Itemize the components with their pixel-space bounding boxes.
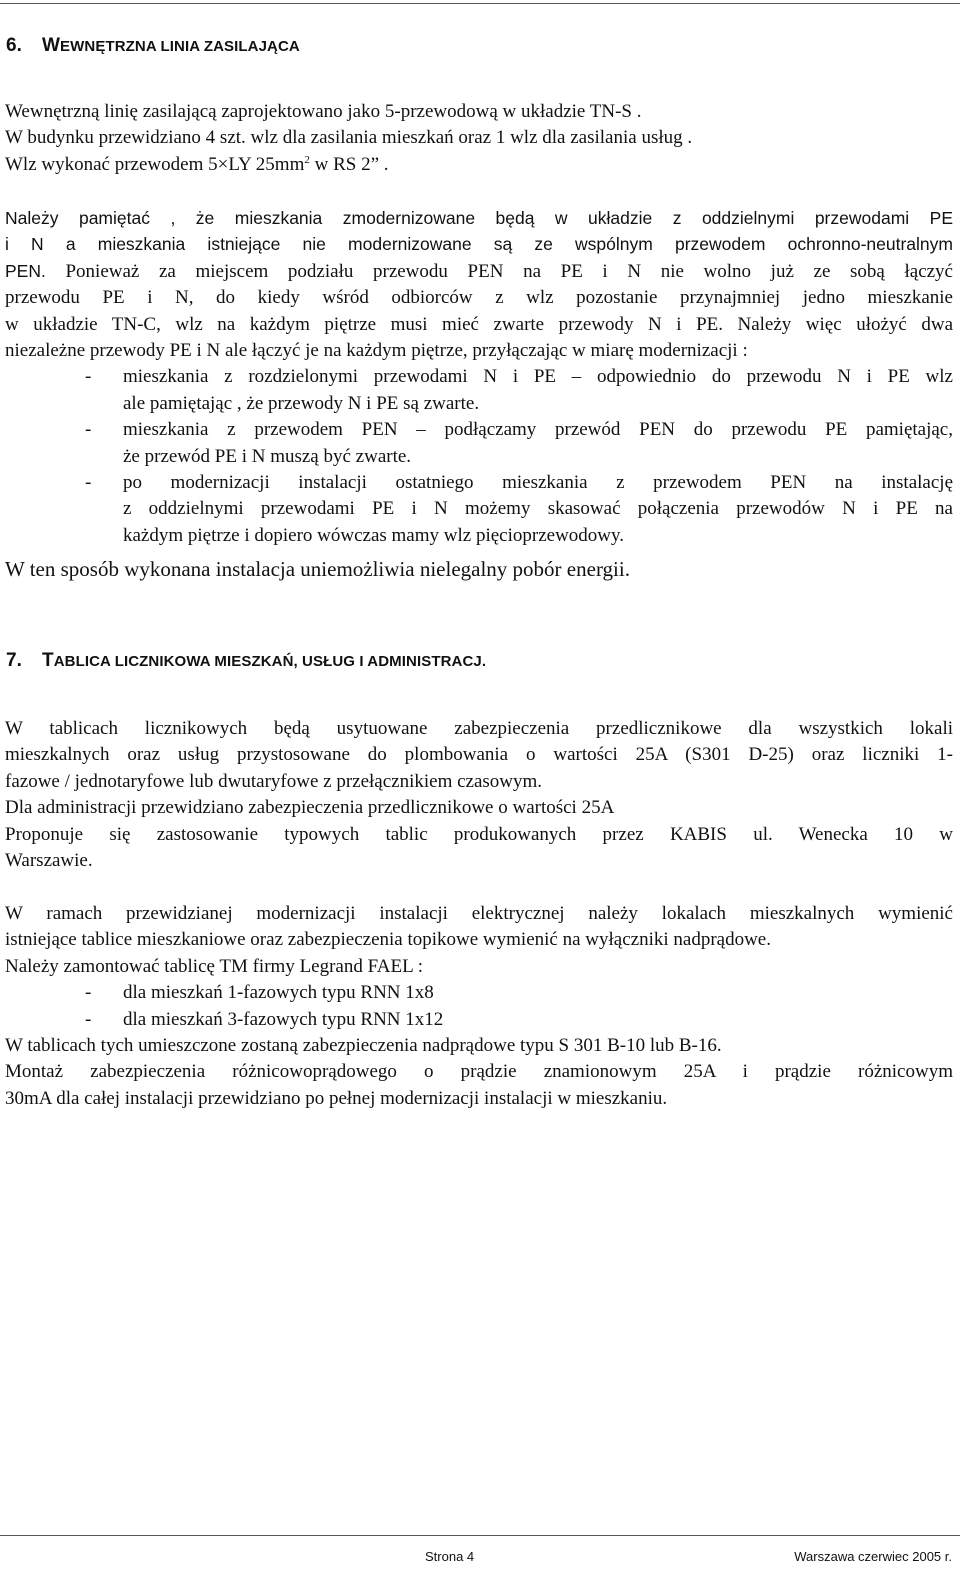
text-line: i N a mieszkania istniejące nie modernizowane są ze wspólnym przewodem ochronno-neutralnym [5, 234, 953, 255]
section-7-title: ABLICA LICZNIKOWA MIESZKAŃ, USŁUG I ADMINISTRACJ. [53, 653, 487, 670]
text-line: 30mA dla całej instalacji przewidziano po pełnej modernizacji instalacji w mieszkaniu. [5, 1087, 668, 1109]
text-line: istniejące tablice mieszkaniowe oraz zabezpieczenia topikowe wymienić na wyłączniki nadprądowe. [5, 929, 771, 951]
section-6-closing [5, 555, 953, 583]
section-7-title-initial: T [42, 650, 54, 671]
section-6-heading [6, 35, 300, 57]
text-line: Należy pamiętać , że mieszkania zmodernizowane będą w układzie z oddzielnymi przewodami PE [5, 208, 953, 228]
section-6-title: EWNĘTRZNA LINIA ZASILAJĄCA [60, 38, 300, 55]
text-span: Ponieważ za miejscem podziału przewodu PEN na PE i N nie wolno już ze sobą łączyć [45, 260, 953, 282]
text-line: przewodu PE i N, do kiedy wśród odbiorców z wlz pozostanie przynajmniej jedno mieszkanie [5, 287, 953, 309]
list-item [5, 980, 953, 1006]
pen-label: PEN. [5, 260, 46, 281]
list-item-text: ale pamiętając , że przewody N i PE są zwarte. [123, 392, 480, 414]
list-item-text: dla mieszkań 3-fazowych typu RNN 1x12 [123, 1008, 444, 1030]
bullet-dash: - [85, 982, 92, 1004]
list-item-text: po modernizacji instalacji ostatniego mieszkania z przewodem PEN na instalację [123, 472, 953, 494]
text-line: Wewnętrzną linię zasilającą zaprojektowano jako 5-przewodową w układzie TN-S . [5, 101, 642, 122]
section-7-number: 7. [6, 650, 23, 671]
text-line: fazowe / jednotaryfowe lub dwutaryfowe z przełącznikiem czasowym. [5, 770, 543, 792]
bullet-dash: - [85, 366, 92, 388]
header-rule [0, 3, 960, 4]
text-line: W tablicach licznikowych będą usytuowane zabezpieczenia przedlicznikowe dla wszystkich lokali [5, 718, 953, 739]
superscript: 2 [304, 153, 310, 166]
list-item [5, 417, 953, 470]
text-line [5, 258, 953, 285]
text-line [5, 152, 953, 178]
footer-place-date: Warszawa czerwiec 2005 r. [794, 1549, 952, 1564]
section-6-paragraph-2 [5, 205, 953, 549]
page-number: Strona 4 [425, 1549, 475, 1564]
list-item-text: że przewód PE i N muszą być zwarte. [123, 445, 412, 467]
list-item-text: z oddzielnymi przewodami PE i N możemy skasować połączenia przewodów N i PE na [123, 498, 953, 520]
text-line: Montaż zabezpieczenia różnicowoprądowego o prądzie znamionowym 25A i prądzie różnicowym [5, 1061, 953, 1083]
text-line: W ramach przewidzianej modernizacji instalacji elektrycznej należy lokalach mieszkalnych wymienić [5, 903, 953, 924]
text-line: W budynku przewidziano 4 szt. wlz dla zasilania mieszkań oraz 1 wlz dla zasilania usług . [5, 127, 693, 149]
text-line: Należy zamontować tablicę TM firmy Legrand FAEL : [5, 955, 424, 977]
section-7-heading [6, 650, 486, 672]
section-6-number: 6. [6, 35, 23, 56]
list-item-text: dla mieszkań 1-fazowych typu RNN 1x8 [123, 982, 434, 1004]
bullet-dash: - [85, 419, 92, 441]
text-line: Dla administracji przewidziano zabezpieczenia przedlicznikowe o wartości 25A [5, 797, 615, 819]
list-item-text: mieszkania z przewodem PEN – podłączamy przewód PEN do przewodu PE pamiętając, [123, 419, 953, 441]
text-line: w układzie TN-C, wlz na każdym piętrze musi mieć zwarte przewody N i PE. Należy więc ułożyć dwa [5, 313, 953, 335]
list-item-text: każdym piętrze i dopiero wówczas mamy wlz pięcioprzewodowy. [123, 524, 625, 546]
list-item [5, 1007, 953, 1033]
text-line: W tablicach tych umieszczone zostaną zabezpieczenia nadprądowe typu S 301 B-10 lub B-16. [5, 1035, 722, 1057]
bullet-dash: - [85, 472, 92, 494]
section-7-paragraph-2 [5, 901, 953, 1112]
text-line: Proponuje się zastosowanie typowych tablic produkowanych przez KABIS ul. Wenecka 10 w [5, 823, 953, 845]
text-line: mieszkalnych oraz usług przystosowane do plombowania o wartości 25A (S301 D-25) oraz liczniki 1- [5, 744, 953, 766]
text-line: Warszawie. [5, 850, 93, 872]
cable-spec-text: Wlz wykonać przewodem 5×LY 25mm [5, 153, 305, 175]
section-6-paragraph-1 [5, 99, 953, 178]
footer-rule [0, 1535, 960, 1536]
list-item [5, 470, 953, 549]
closing-sentence: W ten sposób wykonana instalacja uniemożliwia nielegalny pobór energii. [5, 557, 630, 581]
list-item [5, 364, 953, 417]
cable-spec-suffix: w RS 2” . [309, 153, 389, 175]
section-6-title-initial: W [42, 35, 61, 56]
list-item-text: mieszkania z rozdzielonymi przewodami N i PE – odpowiednio do przewodu N i PE wlz [123, 366, 953, 388]
bullet-dash: - [85, 1008, 92, 1030]
section-7-paragraph-1 [5, 716, 953, 874]
text-line: niezależne przewody PE i N ale łączyć je na każdym piętrze, przyłączając w miarę modernizacji : [5, 340, 748, 362]
